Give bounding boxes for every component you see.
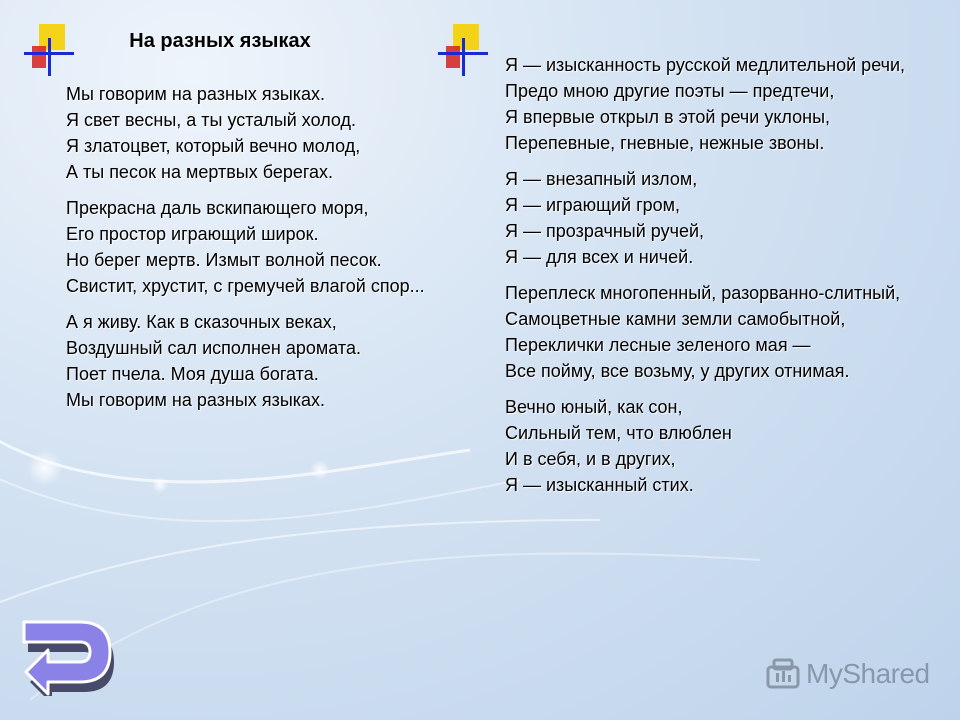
poem-line: Я — для всех и ничей. — [505, 247, 694, 267]
poem-line: И в себя, и в других, — [505, 449, 676, 469]
poem-line: Переклички лесные зеленого мая — — [505, 335, 811, 355]
poem-line: Я златоцвет, который вечно молод, — [66, 136, 361, 156]
poem-stanza — [505, 56, 945, 152]
poem-line: Мы говорим на разных языках. — [66, 84, 326, 104]
poem-line: Я — прозрачный ручей, — [505, 221, 705, 241]
poem-line: Но берег мертв. Измыт волной песок. — [66, 250, 382, 270]
slide-title: На разных языках — [129, 30, 311, 52]
poem-line: Воздушный сал исполнен аромата. — [66, 338, 361, 358]
poem-line: Все пойму, все возьму, у других отнимая. — [505, 361, 850, 381]
poem-line: Перепевные, гневные, нежные звоны. — [505, 133, 825, 153]
poem-line: Прекрасна даль вскипающего моря, — [66, 198, 369, 218]
poem-stanza — [505, 284, 945, 380]
return-arrow-button[interactable] — [18, 620, 116, 696]
poem-line: Я — изысканный стих. — [505, 475, 694, 495]
poem-line: Вечно юный, как сон, — [505, 397, 683, 417]
presentation-logo-icon — [432, 18, 492, 78]
right-poem — [505, 56, 945, 512]
watermark — [766, 654, 930, 694]
poem-line: А ты песок на мертвых берегах. — [66, 162, 334, 182]
poem-line: Мы говорим на разных языках. — [66, 390, 326, 410]
poem-line: Поет пчела. Моя душа богата. — [66, 364, 319, 384]
poem-line: Его простор играющий широк. — [66, 224, 319, 244]
poem-line: Переплеск многопенный, разорванно-слитный, — [505, 283, 901, 303]
poem-stanza — [505, 170, 945, 266]
poem-line: Свистит, хрустит, с гремучей влагой спор... — [66, 276, 425, 296]
poem-line: Сильный тем, что влюблен — [505, 423, 732, 443]
poem-stanza — [505, 398, 945, 494]
poem-line: Я — играющий гром, — [505, 195, 681, 215]
poem-line: Самоцветные камни земли самобытной, — [505, 309, 846, 329]
poem-line: Я свет весны, а ты усталый холод. — [66, 110, 357, 130]
poem-stanza — [66, 85, 446, 181]
poem-line: А я живу. Как в сказочных веках, — [66, 312, 337, 332]
poem-line: Я — изысканность русской медлительной речи, — [505, 55, 906, 75]
poem-stanza — [66, 313, 446, 409]
watermark-text: MyShared — [806, 658, 930, 689]
watermark-logo-icon — [766, 657, 800, 691]
poem-stanza — [66, 199, 446, 295]
poem-line: Предо мною другие поэты — предтечи, — [505, 81, 835, 101]
left-poem — [66, 85, 446, 427]
poem-line: Я — внезапный излом, — [505, 169, 698, 189]
poem-line: Я впервые открыл в этой речи уклоны, — [505, 107, 831, 127]
